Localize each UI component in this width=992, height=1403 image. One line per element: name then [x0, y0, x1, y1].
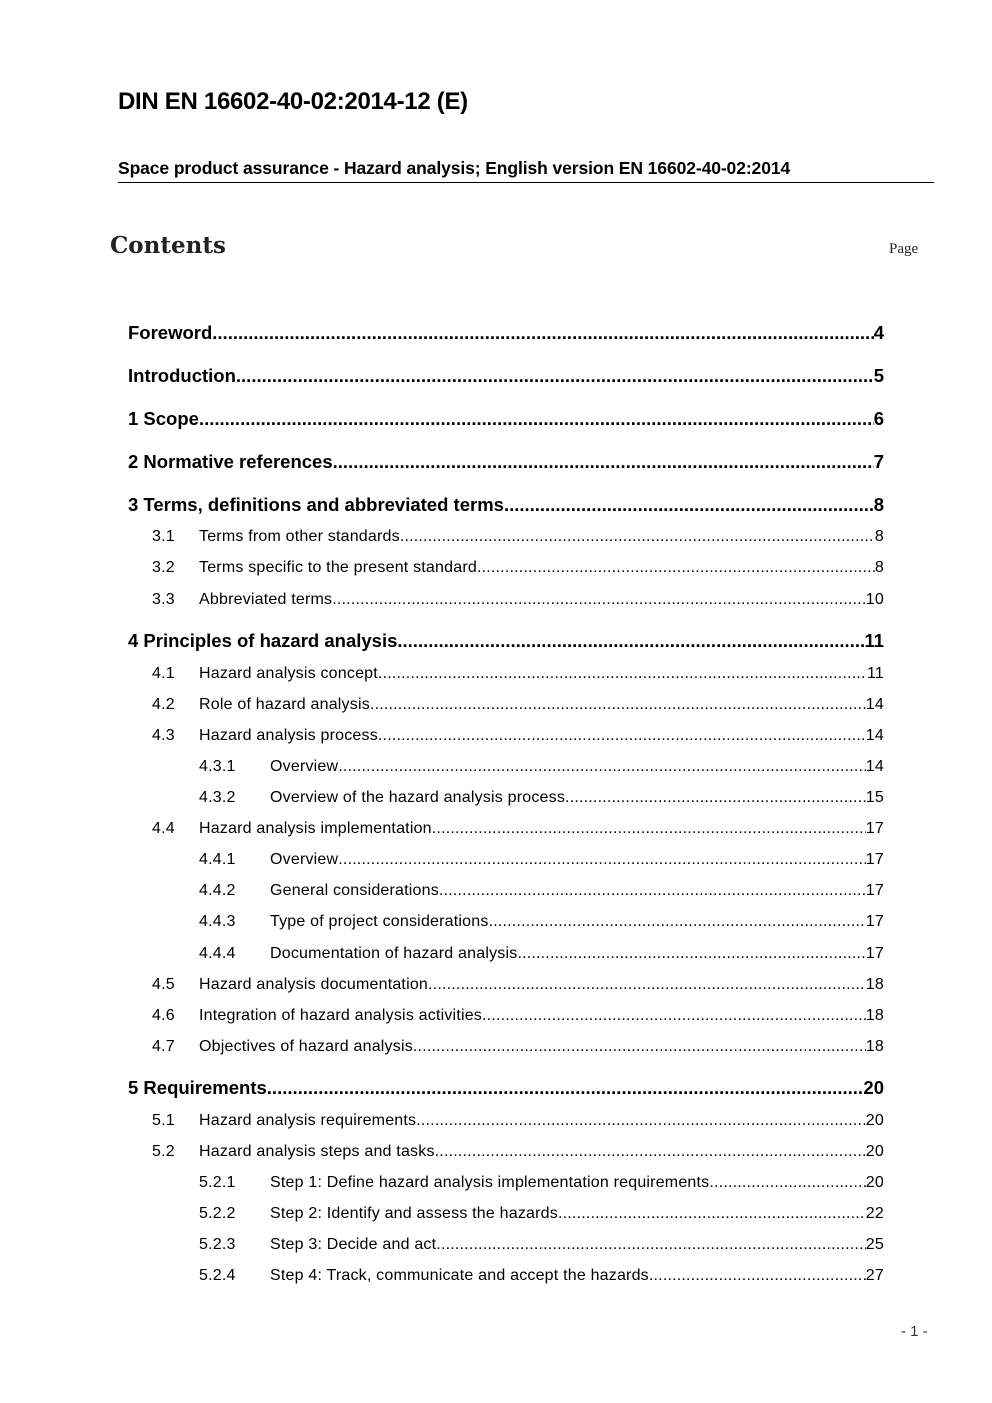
- toc-entry-label: 5 Requirements: [128, 1077, 267, 1098]
- toc-entry-page: 25: [865, 1236, 884, 1253]
- toc-entry-3-2[interactable]: [152, 559, 884, 577]
- toc-entry-number: 4.7: [152, 1038, 175, 1055]
- toc-entry-label: Overview: [270, 758, 339, 775]
- toc-entry-4-3-2[interactable]: [199, 789, 884, 807]
- toc-entry-terms-definitions[interactable]: [128, 494, 884, 516]
- toc-entry-page: 8: [874, 528, 884, 545]
- toc-entry-page: 18: [865, 1038, 884, 1055]
- toc-entry-page: 20: [865, 1143, 884, 1160]
- toc-entry-label: Terms specific to the present standard: [199, 559, 477, 576]
- toc-entry-3-1[interactable]: [152, 528, 884, 546]
- toc-entry-label: 1 Scope: [128, 408, 199, 429]
- toc-entry-label: General considerations: [270, 882, 439, 899]
- document-title: DIN EN 16602-40-02:2014-12 (E): [118, 88, 468, 115]
- toc-entry-label: Hazard analysis requirements: [199, 1112, 417, 1129]
- toc-entry-5-2-4[interactable]: [199, 1267, 884, 1285]
- document-subtitle: Space product assurance - Hazard analysis; English version EN 16602-40-02:2014: [118, 158, 934, 183]
- toc-entry-5-2-1[interactable]: [199, 1174, 884, 1192]
- toc-entry-principles[interactable]: [128, 630, 884, 652]
- toc-entry-number: 4.4.2: [199, 882, 236, 899]
- toc-entry-page: 5: [873, 365, 884, 386]
- toc-entry-5-2-2[interactable]: [199, 1205, 884, 1223]
- toc-entry-page: 14: [865, 758, 884, 775]
- toc-entry-page: 17: [865, 913, 884, 930]
- toc-entry-number: 5.2.2: [199, 1205, 236, 1222]
- toc-entry-page: 7: [873, 451, 884, 472]
- toc-entry-number: 4.6: [152, 1007, 175, 1024]
- toc-entry-label: Documentation of hazard analysis: [270, 945, 518, 962]
- toc-entry-number: 4.4.3: [199, 913, 236, 930]
- toc-entry-label: Role of hazard analysis: [199, 696, 370, 713]
- toc-entry-number: 4.3: [152, 727, 175, 744]
- toc-entry-page: 20: [863, 1077, 884, 1098]
- toc-entry-page: 8: [874, 559, 884, 576]
- toc-entry-page: 14: [865, 727, 884, 744]
- toc-entry-page: 11: [864, 630, 884, 651]
- toc-entry-page: 18: [865, 976, 884, 993]
- toc-entry-number: 5.2: [152, 1143, 175, 1160]
- toc-entry-number: 4.3.2: [199, 789, 236, 806]
- toc-entry-label: Hazard analysis implementation: [199, 820, 432, 837]
- toc-entry-label: Hazard analysis documentation: [199, 976, 429, 993]
- toc-entry-page: 11: [866, 665, 884, 682]
- toc-entry-label: Step 2: Identify and assess the hazards: [270, 1205, 558, 1222]
- toc-entry-scope[interactable]: [128, 408, 884, 430]
- toc-entry-label: Type of project considerations: [270, 913, 489, 930]
- toc-entry-page: 17: [865, 945, 884, 962]
- toc-entry-page: 4: [873, 322, 884, 343]
- toc-entry-page: 17: [865, 882, 884, 899]
- toc-entry-label: Hazard analysis concept: [199, 665, 378, 682]
- toc-entry-5-1[interactable]: [152, 1112, 884, 1130]
- toc-entry-page: 8: [873, 494, 884, 515]
- toc-entry-4-2[interactable]: [152, 696, 884, 714]
- toc-entry-page: 20: [865, 1112, 884, 1129]
- toc-entry-4-4-1[interactable]: [199, 851, 884, 869]
- toc-entry-foreword[interactable]: [128, 322, 884, 344]
- toc-entry-4-6[interactable]: [152, 1007, 884, 1025]
- toc-entry-label: 3 Terms, definitions and abbreviated terms: [128, 494, 504, 515]
- toc-entry-5-2-3[interactable]: [199, 1236, 884, 1254]
- toc-entry-number: 4.3.1: [199, 758, 236, 775]
- toc-entry-page: 14: [865, 696, 884, 713]
- toc-entry-label: Abbreviated terms: [199, 591, 333, 608]
- toc-entry-4-1[interactable]: [152, 665, 884, 683]
- toc-entry-number: 5.2.1: [199, 1174, 236, 1191]
- toc-entry-4-3[interactable]: [152, 727, 884, 745]
- toc-entry-page: 20: [865, 1174, 884, 1191]
- toc-entry-4-5[interactable]: [152, 976, 884, 994]
- toc-entry-label: Overview: [270, 851, 339, 868]
- toc-entry-normative-references[interactable]: [128, 451, 884, 473]
- toc-entry-requirements[interactable]: [128, 1077, 884, 1099]
- toc-entry-page: 18: [865, 1007, 884, 1024]
- toc-entry-number: 4.4.1: [199, 851, 236, 868]
- toc-entry-4-4[interactable]: [152, 820, 884, 838]
- toc-entry-page: 10: [865, 591, 884, 608]
- toc-entry-page: 15: [865, 789, 884, 806]
- toc-entry-number: 3.1: [152, 528, 175, 545]
- toc-entry-label: Step 3: Decide and act: [270, 1236, 437, 1253]
- toc-entry-page: 6: [873, 408, 884, 429]
- page-column-label: Page: [889, 241, 919, 257]
- toc-entry-3-3[interactable]: [152, 591, 884, 609]
- toc-entry-page: 17: [865, 851, 884, 868]
- toc-entry-label: Objectives of hazard analysis: [199, 1038, 413, 1055]
- toc-entry-number: 5.1: [152, 1112, 175, 1129]
- toc-entry-4-4-3[interactable]: [199, 913, 884, 931]
- toc-entry-page: 22: [865, 1205, 884, 1222]
- toc-entry-4-4-4[interactable]: [199, 945, 884, 963]
- toc-entry-4-7[interactable]: [152, 1038, 884, 1056]
- toc-entry-page: 17: [865, 820, 884, 837]
- contents-heading: Contents: [110, 232, 226, 259]
- toc-entry-number: 4.1: [152, 665, 175, 682]
- toc-entry-number: 3.3: [152, 591, 175, 608]
- toc-entry-label: Integration of hazard analysis activities: [199, 1007, 483, 1024]
- toc-entry-label: Overview of the hazard analysis process: [270, 789, 566, 806]
- toc-entry-number: 5.2.4: [199, 1267, 236, 1284]
- toc-entry-number: 3.2: [152, 559, 175, 576]
- toc-entry-introduction[interactable]: [128, 365, 884, 387]
- toc-entry-label: Introduction: [128, 365, 236, 386]
- toc-entry-number: 5.2.3: [199, 1236, 236, 1253]
- page-number: - 1 -: [901, 1323, 928, 1340]
- toc-entry-label: Step 4: Track, communicate and accept the hazards: [270, 1267, 649, 1284]
- toc-entry-4-3-1[interactable]: [199, 758, 884, 776]
- toc-entry-number: 4.2: [152, 696, 175, 713]
- toc-entry-label: 4 Principles of hazard analysis: [128, 630, 398, 651]
- toc-entry-label: Hazard analysis steps and tasks: [199, 1143, 435, 1160]
- toc-entry-5-2[interactable]: [152, 1143, 884, 1161]
- toc-entry-label: Step 1: Define hazard analysis implementation requirements: [270, 1174, 710, 1191]
- toc-entry-number: 4.4.4: [199, 945, 236, 962]
- toc-entry-number: 4.4: [152, 820, 175, 837]
- toc-entry-4-4-2[interactable]: [199, 882, 884, 900]
- toc-entry-label: Foreword: [128, 322, 213, 343]
- toc-entry-label: Terms from other standards: [199, 528, 400, 545]
- toc-entry-label: Hazard analysis process: [199, 727, 378, 744]
- toc-entry-label: 2 Normative references: [128, 451, 333, 472]
- toc-entry-number: 4.5: [152, 976, 175, 993]
- toc-entry-page: 27: [865, 1267, 884, 1284]
